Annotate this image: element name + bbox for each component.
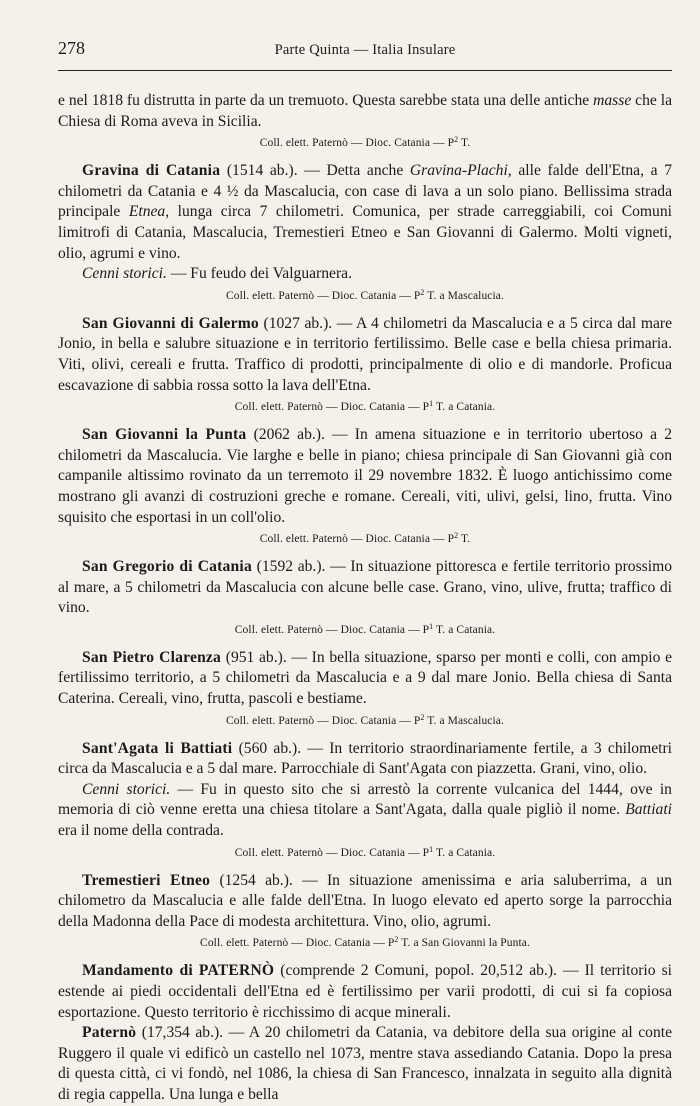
electoral-note: Coll. elett. Paternò — Dioc. Catania — $P^2$ T. a Mascalucia.	[226, 287, 504, 302]
header-rule	[58, 70, 672, 71]
electoral-note: Coll. elett. Paternò — Dioc. Catania — $P^2$ T. a San Giovanni la Punta.	[200, 935, 530, 950]
paragraph-continuation: e nel 1818 fu distrutta in parte da un tremuoto. Questa sarebbe stata una delle antiche masse che la Chiesa di Roma aveva in Sicilia.	[58, 92, 672, 130]
electoral-note: Coll. elett. Paternò — Dioc. Catania — $P^2$ T.	[259, 531, 471, 546]
entry-gravina-history: Cenni storici. — Fu feudo dei Valguarnera.	[82, 265, 352, 283]
electoral-note: Coll. elett. Paternò — Dioc. Catania — $P^2$ T. a Mascalucia.	[226, 712, 504, 727]
entry-san-giovanni-galermo: San Giovanni di Galermo (1027 ab.). — A 4 chilometri da Mascalucia e a 5 circa dal mare Jonio, in bella e salubre situazione e in territorio fertilissimo. Belle case e bella chiesa primaria. Viti, olivi, cereali e frutta. Traffico di prodotti, principalmente di olio e di mandorle. Proficua escavazione di sabbia rossa sotto la lava dell'Etna.	[58, 314, 672, 394]
page	[58, 38, 672, 1106]
entry-san-giovanni-punta: San Giovanni la Punta (2062 ab.). — In amena situazione e in territorio ubertoso a 2 chilometri da Mascalucia. Vie larghe e belle in piano; chiesa principale di San Giovanni già con campanile altissimo rovinato da un terremoto il 29 novembre 1832. È luogo antichissimo come mostrano gli avanzi di costruzioni greche e romane. Cereali, viti, ulivi, gelsi, lino, frutta. Vino squisito che esportasi in un coll'olio.	[58, 426, 673, 526]
electoral-note: Coll. elett. Paternò — Dioc. Catania — $P^1$ T. a Catania.	[234, 621, 496, 636]
entry-san-gregorio: San Gregorio di Catania (1592 ab.). — In situazione pittoresca e fertile territorio prossimo al mare, a 5 chilometri da Mascalucia con alcune belle case. Grano, vino, ulive, frutta; traffico di vino.	[58, 558, 672, 617]
entry-paterno: Paternò (17,354 ab.). — A 20 chilometri da Catania, va debitore della sua origine al conte Ruggero il quale vi edificò un castello nel 1073, mentre stava assediando Catania. Dopo la presa di questa città, ci vi fondò, nel 1086, la chiesa di San Francesco, innalzata in seguito alla dignità di regia cappella. Una lunga e bella	[58, 1024, 672, 1103]
electoral-note: Coll. elett. Paternò — Dioc. Catania — $P^1$ T. a Catania.	[234, 399, 496, 414]
running-title: Parte Quinta — Italia Insulare	[274, 42, 456, 58]
entry-gravina: Gravina di Catania (1514 ab.). — Detta anche Gravina-Plachi, alle falde dell'Etna, a 7 chilometri da Catania e 4 ½ da Mascalucia, con case di lava a un solo piano. Bellissima strada principale Etnea, lunga circa 7 chilometri. Comunica, per strade carreggiabili, coi Comuni limitrofi di Catania, Mascalucia, Tremestieri Etneo e San Giovanni di Galermo. Molti vigneti, olio, agrumi e vino.	[58, 162, 673, 262]
entry-sant-agata-history: Cenni storici. — Fu in questo sito che si arrestò la corrente vulcanica del 1444, ove in memoria di ciò venne eretta una chiesa titolare a Sant'Agata, dalla quale pigliò il nome. Battiati era il nome della contrada.	[58, 780, 672, 840]
electoral-note: Coll. elett. Paternò — Dioc. Catania — $P^2$ T.	[259, 135, 471, 150]
running-header	[58, 38, 672, 62]
entry-sant-agata: Sant'Agata li Battiati (560 ab.). — In territorio straordinariamente fertile, a 3 chilometri circa da Mascalucia e a 5 dal mare. Parrocchiale di Sant'Agata con piazzetta. Grani, vino, olio.	[58, 739, 672, 778]
electoral-note: Coll. elett. Paternò — Dioc. Catania — $P^1$ T. a Catania.	[234, 844, 496, 859]
entry-mandamento-paterno: Mandamento di PATERNÒ (comprende 2 Comuni, popol. 20,512 ab.). — Il territorio si estende ai piedi occidentali dell'Etna ed è fertilissimo per varii prodotti, di cui si fa copiosa esportazione. Questo territorio è ricchissimo di acque minerali.	[58, 962, 673, 1021]
entry-san-pietro-clarenza: San Pietro Clarenza (951 ab.). — In bella situazione, sparso per monti e colli, con ampio e fertilissimo territorio, a 5 chilometri da Mascalucia e a 9 dal mare Jonio. Bella chiesa di Santa Caterina. Cereali, vino, frutta, pascoli e bestiame.	[58, 648, 672, 708]
entry-tremestieri: Tremestieri Etneo (1254 ab.). — In situazione amenissima e aria saluberrima, a un chilometro da Mascalucia e alle falde dell'Etna. In luogo elevato ed aperto sorge la parrocchia della Madonna della Pace di modesta architettura. Vino, olio, agrumi.	[58, 871, 672, 930]
page-number: 278	[58, 38, 85, 58]
